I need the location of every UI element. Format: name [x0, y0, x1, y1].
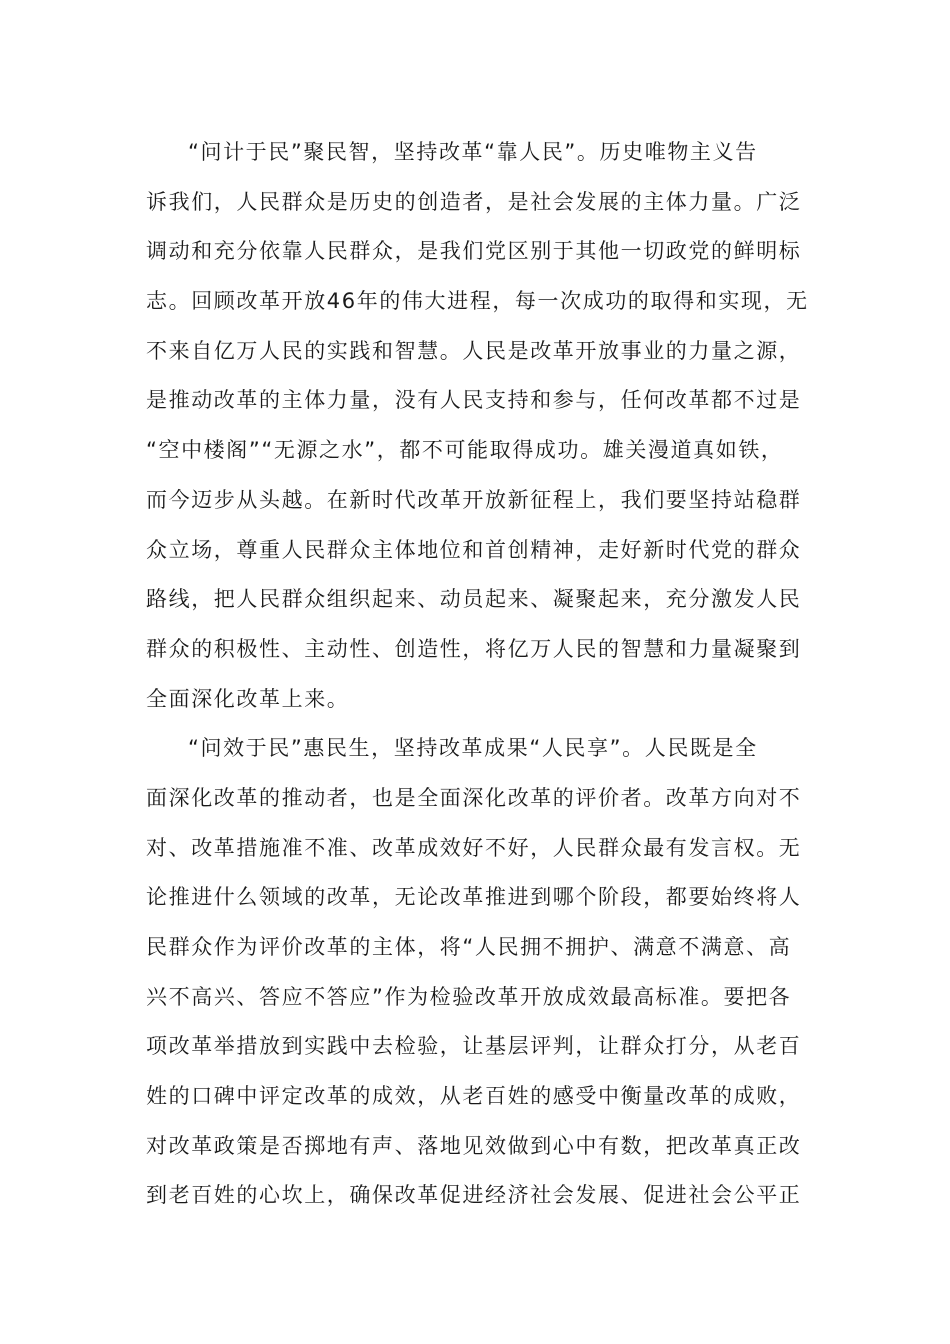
paragraph-1-line-7: “空中楼阁”“无源之水”，都不可能取得成功。雄关漫道真如铁， — [146, 438, 784, 463]
paragraph-1-line-3: 调动和充分依靠人民群众，是我们党区别于其他一切政党的鲜明标 — [146, 239, 802, 264]
paragraph-2-line-9: 对改革政策是否掷地有声、落地见效做到心中有数，把改革真正改 — [146, 1133, 802, 1158]
document-body — [146, 128, 822, 1221]
paragraph-2-line-3: 对、改革措施准不准、改革成效好不好，人民群众最有发言权。无 — [146, 835, 802, 860]
paragraph-2-line-8: 姓的口碑中评定改革的成效，从老百姓的感受中衡量改革的成败， — [146, 1084, 802, 1109]
paragraph-1-line-10: 路线，把人民群众组织起来、动员起来、凝聚起来，充分激发人民 — [146, 587, 802, 612]
paragraph-1-line-12: 全面深化改革上来。 — [146, 686, 350, 711]
paragraph-1-line-8: 而今迈步从头越。在新时代改革开放新征程上，我们要坚持站稳群 — [146, 487, 802, 512]
paragraph-1-line-11: 群众的积极性、主动性、创造性，将亿万人民的智慧和力量凝聚到 — [146, 636, 802, 661]
paragraph-1-line-2: 诉我们，人民群众是历史的创造者，是社会发展的主体力量。广泛 — [146, 189, 802, 214]
paragraph-1-line-4: 志。回顾改革开放46年的伟大进程，每一次成功的取得和实现，无 — [146, 289, 809, 314]
paragraph-2-line-4: 论推进什么领域的改革，无论改革推进到哪个阶段，都要始终将人 — [146, 885, 802, 910]
paragraph-1-line-9: 众立场，尊重人民群众主体地位和首创精神，走好新时代党的群众 — [146, 537, 802, 562]
paragraph-2-line-7: 项改革举措放到实践中去检验，让基层评判，让群众打分，从老百 — [146, 1034, 802, 1059]
paragraph-1-line-6: 是推动改革的主体力量，没有人民支持和参与，任何改革都不过是 — [146, 388, 802, 413]
paragraph-2-line-5: 民群众作为评价改革的主体，将“人民拥不拥护、满意不满意、高 — [146, 935, 792, 959]
paragraph-2-line-1: “问效于民”惠民生，坚持改革成果“人民享”。人民既是全 — [188, 736, 758, 761]
paragraph-2-line-6: 兴不高兴、答应不答应”作为检验改革开放成效最高标准。要把各 — [146, 984, 792, 1009]
paragraph-2-line-2: 面深化改革的推动者，也是全面深化改革的评价者。改革方向对不 — [146, 785, 802, 810]
paragraph-1-line-5: 不来自亿万人民的实践和智慧。人民是改革开放事业的力量之源， — [146, 338, 802, 363]
paragraph-2-line-10: 到老百姓的心坎上，确保改革促进经济社会发展、促进社会公平正 — [146, 1183, 802, 1208]
paragraph-1-line-1: “问计于民”聚民智，坚持改革“靠人民”。历史唯物主义告 — [188, 140, 758, 164]
